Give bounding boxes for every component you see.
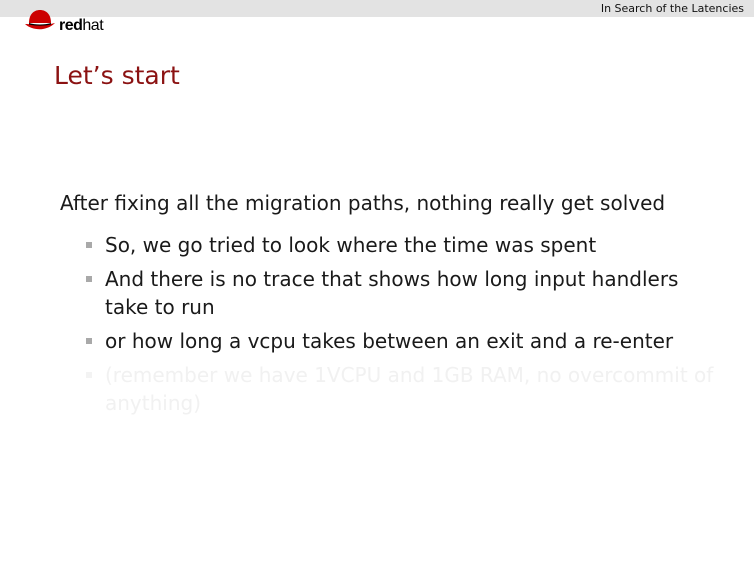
bullet-marker xyxy=(86,372,92,378)
lead-text: After fixing all the migration paths, nothing really get solved xyxy=(60,191,666,215)
bullet-item: or how long a vcpu takes between an exit and a re-enter xyxy=(86,327,726,355)
bullet-item-faded: (remember we have 1VCPU and 1GB RAM, no overcommit of anything) xyxy=(86,361,726,417)
bullet-marker xyxy=(86,242,92,248)
bullet-marker xyxy=(86,338,92,344)
bullet-marker xyxy=(86,276,92,282)
redhat-wordmark: redhat xyxy=(59,17,104,34)
running-title: In Search of the Latencies xyxy=(600,2,744,15)
slide-title: Let’s start xyxy=(54,61,180,90)
bullet-list xyxy=(86,231,726,423)
redhat-logo xyxy=(23,8,123,36)
bullet-item: And there is no trace that shows how long input handlers take to run xyxy=(86,265,726,321)
bullet-item: So, we go tried to look where the time was spent xyxy=(86,231,726,259)
redhat-fedora-icon xyxy=(23,8,59,34)
